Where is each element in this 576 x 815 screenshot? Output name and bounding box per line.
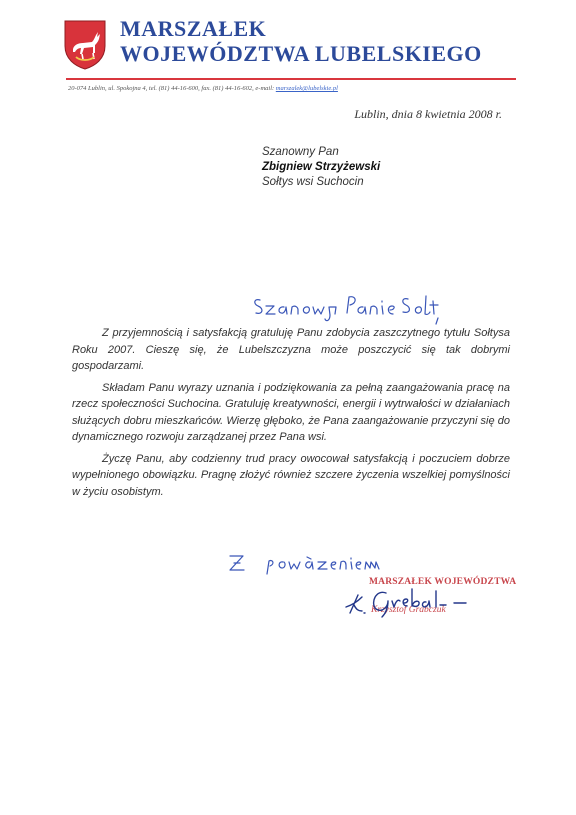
handwritten-signature <box>342 583 472 619</box>
body-paragraph-3: Życzę Panu, aby codzienny trud pracy owocował satysfakcją i poczuciem dobrze wypełnionego obowiązku. Pragnę złożyć również szczere życzenia wszelkiej pomyślności w życiu osobistym. <box>72 452 510 498</box>
letter-body <box>72 325 510 505</box>
header-divider <box>66 78 516 80</box>
org-title-line2: WOJEWÓDZTWA LUBELSKIEGO <box>120 41 482 66</box>
stamp-title: MARSZAŁEK WOJEWÓDZTWA <box>369 577 517 587</box>
recipient-title: Sołtys wsi Suchocin <box>262 176 364 188</box>
stamp-name: Krzysztof Grabczuk <box>371 605 446 615</box>
letter-date: Lublin, dnia 8 kwietnia 2008 r. <box>354 107 502 121</box>
org-title <box>120 16 482 66</box>
recipient-salutation: Szanowny Pan <box>262 146 339 158</box>
address-text: 20-074 Lublin, ul. Spokojna 4, tel. (81) 44-16-600, fax. (81) 44-16-602, e-mail: <box>68 85 276 92</box>
body-paragraph-1: Z przyjemnością i satysfakcją gratuluję Panu zdobycia zaszczytnego tytułu Sołtysa Roku 2007. Cieszę się, że Lubelszczyzna może poszczycić się tak dobrymi gospodarzami. <box>72 327 510 372</box>
handwritten-closing <box>225 548 405 578</box>
address-line <box>68 85 518 92</box>
recipient-name: Zbigniew Strzyżewski <box>262 161 381 173</box>
org-title-line1: MARSZAŁEK <box>120 16 267 41</box>
body-paragraph-2: Składam Panu wyrazy uznania i podziękowania za pełną zaangażowania pracę na rzecz społeczności Suchocina. Gratuluję kreatywności, energii i wytrwałości w działaniach służących dobru mieszkańców. Wierzę głęboko, że Pana zaangażowanie przyczyni się do dynamicznego rozwoju zarządzanej przez Pana wsi. <box>72 381 510 443</box>
recipient-block <box>262 145 380 190</box>
coat-of-arms-icon <box>62 18 108 70</box>
email-link[interactable]: marszalek@lubelskie.pl <box>275 85 338 92</box>
handwritten-greeting <box>250 288 440 328</box>
